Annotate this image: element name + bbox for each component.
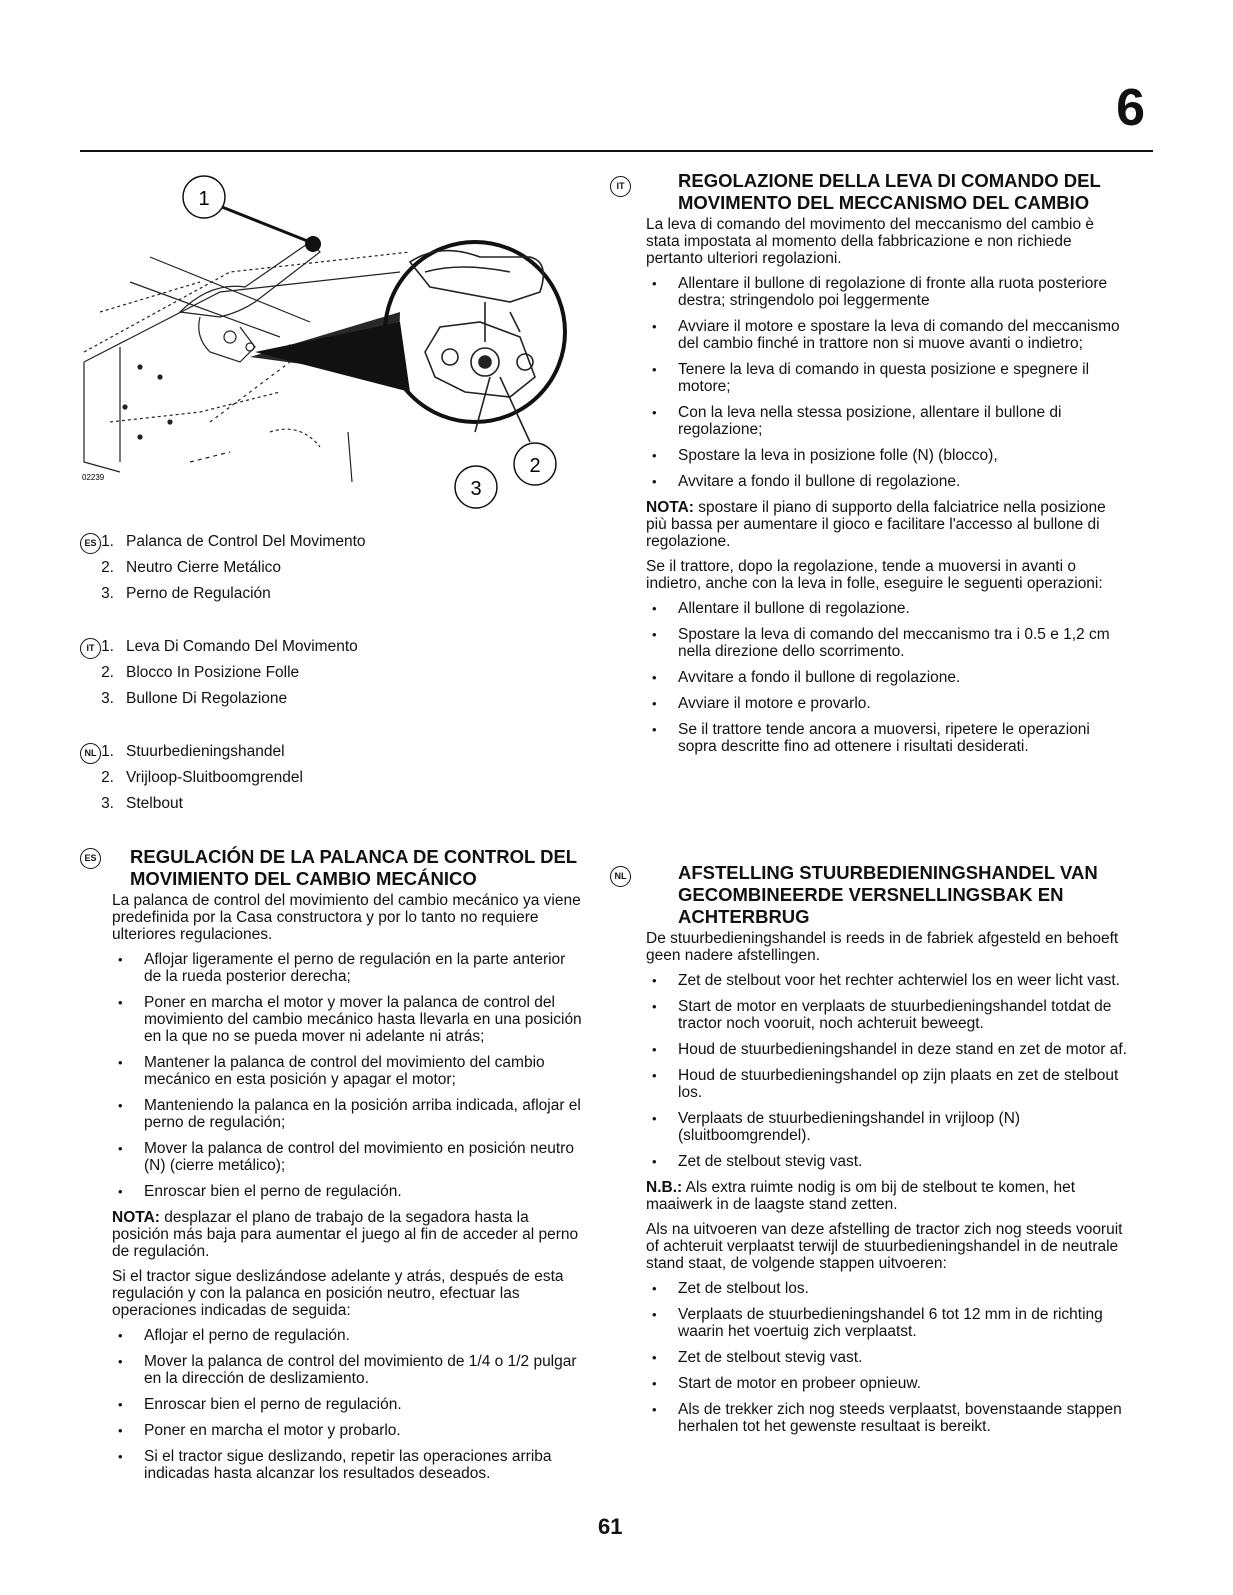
es-note: NOTA: desplazar el plano de trabajo de la segadora hasta la posición más baja para aumentar el juego al fin de acceder al perno de regulación. bbox=[112, 1209, 579, 1260]
nl-steps-1 bbox=[646, 972, 1130, 1170]
figure-code: 02239 bbox=[82, 473, 105, 482]
list-item: • Manteniendo la palanca en la posición arriba indicada, aflojar el perno de regulación; bbox=[112, 1097, 582, 1131]
list-item: • Start de motor en verplaats de stuurbedieningshandel totdat de tractor noch vooruit, noch achteruit beweegt. bbox=[646, 998, 1130, 1032]
legend-it: 1. Leva Di Comando Del Movimento 2. Blocco In Posizione Folle 3. Bullone Di Regolazione bbox=[101, 638, 358, 707]
it-intro: La leva di comando del movimento del meccanismo del cambio è stata impostata al momento della fabbricazione e non richiede pertanto ulteriori regolazioni. bbox=[646, 216, 1095, 267]
it-steps-1 bbox=[646, 275, 1130, 490]
list-item: • Aflojar ligeramente el perno de regulación en la parte anterior de la rueda posterior derecha; bbox=[112, 951, 582, 985]
page-number: 61 bbox=[598, 1514, 623, 1539]
flag-es-section: ES bbox=[80, 848, 101, 869]
nl-note: N.B.: Als extra ruimte nodig is om bij de stelbout te komen, het maaiwerk in de laagste stand zetten. bbox=[646, 1179, 1076, 1213]
it-note: NOTA: spostare il piano di supporto della falciatrice nella posizione più bassa per aumentare il gioco e facilitare l'accesso al bullone di regolazione. bbox=[646, 499, 1106, 550]
list-item: • Mover la palanca de control del movimiento en posición neutro (N) (cierre metálico); bbox=[112, 1140, 582, 1174]
nl-intro: De stuurbedieningshandel is reeds in de fabriek afgesteld en behoeft geen nadere afstellingen. bbox=[646, 930, 1119, 964]
list-item: • Zet de stelbout los. bbox=[646, 1280, 1130, 1297]
flag-nl: NL bbox=[80, 743, 101, 764]
list-item: • Allentare il bullone di regolazione. bbox=[646, 600, 1130, 617]
list-item: • Spostare la leva in posizione folle (N) (blocco), bbox=[646, 447, 1130, 464]
list-item: • Allentare il bullone di regolazione di fronte alla ruota posteriore destra; stringendolo poi leggermente bbox=[646, 275, 1130, 309]
callout-2 bbox=[514, 443, 556, 485]
list-item: • Mover la palanca de control del movimiento de 1/4 o 1/2 pulgar en la dirección de deslizamiento. bbox=[112, 1353, 582, 1387]
list-item: • Si el tractor sigue deslizando, repetir las operaciones arriba indicadas hasta alcanzar los resultados deseados. bbox=[112, 1448, 582, 1482]
list-item: • Spostare la leva di comando del meccanismo tra i 0.5 e 1,2 cm nella direzione dello scorrimento. bbox=[646, 626, 1130, 660]
svg-text:1: 1 bbox=[198, 188, 210, 210]
header-rule bbox=[80, 150, 1153, 152]
es-steps-1 bbox=[112, 951, 582, 1200]
nl-section bbox=[646, 862, 1130, 1444]
nl-intro2: Als na uitvoeren van deze afstelling de tractor zich nog steeds vooruit of achteruit verplaatst terwijl de stuurbedieningshandel in de neutrale stand staat, de volgende stappen uitvoeren: bbox=[646, 1221, 1123, 1272]
list-item: • Avvitare a fondo il bullone di regolazione. bbox=[646, 473, 1130, 490]
flag-it: IT bbox=[80, 638, 101, 659]
zoom-circle bbox=[385, 242, 565, 422]
list-item: • Avviare il motore e spostare la leva di comando del meccanismo del cambio finché in trattore non si muove avanti o indietro; bbox=[646, 318, 1130, 352]
callout-3 bbox=[455, 466, 497, 508]
it-section bbox=[646, 170, 1130, 764]
nl-heading: AFSTELLING STUURBEDIENINGSHANDEL VAN GECOMBINEERDE VERSNELLINGSBAK EN ACHTERBRUG bbox=[678, 862, 1098, 927]
flag-es: ES bbox=[80, 533, 101, 554]
nl-steps-2 bbox=[646, 1280, 1130, 1435]
callout-1 bbox=[183, 176, 225, 218]
list-item: • Se il trattore tende ancora a muoversi, ripetere le operazioni sopra descritte fino ad ottenere i risultati desiderati. bbox=[646, 721, 1130, 755]
list-item: • Poner en marcha el motor y probarlo. bbox=[112, 1422, 582, 1439]
list-item: • Start de motor en probeer opnieuw. bbox=[646, 1375, 1130, 1392]
list-item: • Poner en marcha el motor y mover la palanca de control del movimiento del cambio mecánico hasta llevarla en una posición en la que no se pueda mover ni adelante ni atrás; bbox=[112, 994, 582, 1045]
list-item: • Zet de stelbout stevig vast. bbox=[646, 1349, 1130, 1366]
list-item: • Verplaats de stuurbedieningshandel in vrijloop (N) (sluitboomgrendel). bbox=[646, 1110, 1130, 1144]
legend-es: 1. Palanca de Control Del Movimento 2. Neutro Cierre Metálico 3. Perno de Regulación bbox=[101, 533, 366, 602]
list-item: • Enroscar bien el perno de regulación. bbox=[112, 1183, 582, 1200]
list-item: • Tenere la leva di comando in questa posizione e spegnere il motore; bbox=[646, 361, 1130, 395]
mechanism-illustration bbox=[80, 162, 570, 522]
list-item: • Con la leva nella stessa posizione, allentare il bullone di regolazione; bbox=[646, 404, 1130, 438]
it-heading: REGOLAZIONE DELLA LEVA DI COMANDO DEL MOVIMENTO DEL MECCANISMO DEL CAMBIO bbox=[678, 170, 1101, 213]
es-steps-2 bbox=[112, 1327, 582, 1482]
legend-nl: 1. Stuurbedieningshandel 2. Vrijloop-Sluitboomgrendel 3. Stelbout bbox=[101, 743, 303, 812]
flag-it-section: IT bbox=[610, 176, 631, 197]
svg-text:3: 3 bbox=[470, 478, 482, 500]
es-heading: REGULACIÓN DE LA PALANCA DE CONTROL DEL MOVIMIENTO DEL CAMBIO MECÁNICO bbox=[130, 846, 577, 889]
list-item: • Mantener la palanca de control del movimiento del cambio mecánico en esta posición y apagar el motor; bbox=[112, 1054, 582, 1088]
es-intro: La palanca de control del movimiento del cambio mecánico ya viene predefinida por la Casa constructora y por lo tanto no requiere ulteriores regulaciones. bbox=[112, 892, 581, 943]
it-steps-2 bbox=[646, 600, 1130, 755]
flag-nl-section: NL bbox=[610, 866, 631, 887]
list-item: • Als de trekker zich nog steeds verplaatst, bovenstaande stappen herhalen tot het gewenste resultaat is bereikt. bbox=[646, 1401, 1130, 1435]
list-item: • Zet de stelbout voor het rechter achterwiel los en weer licht vast. bbox=[646, 972, 1130, 989]
it-intro2: Se il trattore, dopo la regolazione, tende a muoversi in avanti o indietro, anche con la leva in folle, eseguire le seguenti operazioni: bbox=[646, 558, 1103, 592]
es-intro2: Si el tractor sigue deslizándose adelante y atrás, después de esta regulación y con la palanca en posición neutro, efectuar las operaciones indicadas de seguida: bbox=[112, 1268, 564, 1319]
es-section bbox=[112, 846, 582, 1491]
list-item: • Houd de stuurbedieningshandel op zijn plaats en zet de stelbout los. bbox=[646, 1067, 1130, 1101]
list-item: • Avvitare a fondo il bullone di regolazione. bbox=[646, 669, 1130, 686]
list-item: • Zet de stelbout stevig vast. bbox=[646, 1153, 1130, 1170]
list-item: • Aflojar el perno de regulación. bbox=[112, 1327, 582, 1344]
svg-text:2: 2 bbox=[529, 455, 541, 477]
list-item: • Avviare il motore e provarlo. bbox=[646, 695, 1130, 712]
list-item: • Houd de stuurbedieningshandel in deze stand en zet de motor af. bbox=[646, 1041, 1130, 1058]
chapter-number: 6 bbox=[1116, 79, 1145, 137]
list-item: • Enroscar bien el perno de regulación. bbox=[112, 1396, 582, 1413]
list-item: • Verplaats de stuurbedieningshandel 6 tot 12 mm in de richting waarin het voertuig zich verplaatst. bbox=[646, 1306, 1130, 1340]
